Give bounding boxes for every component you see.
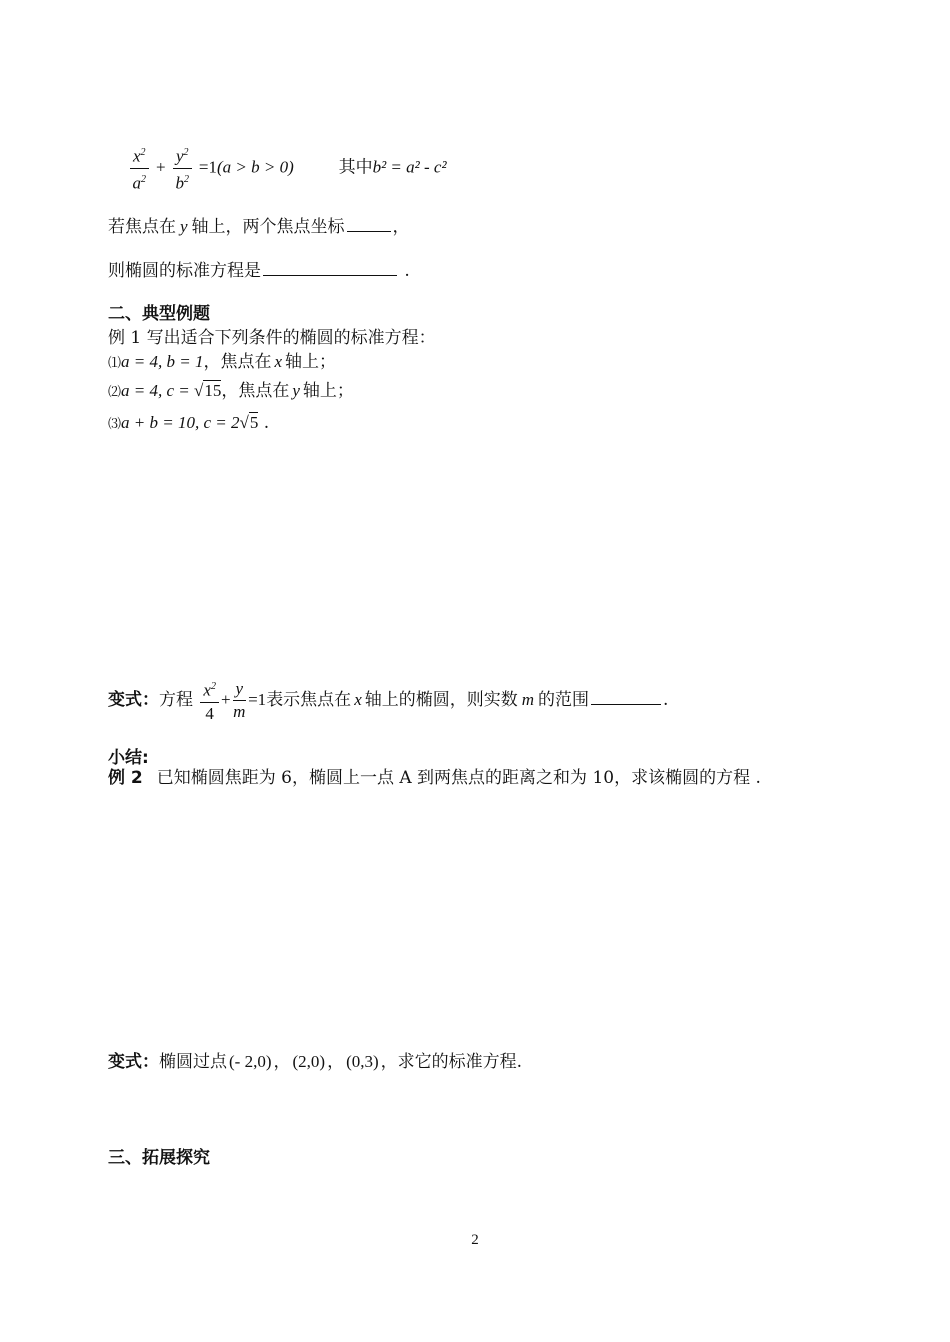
fraction-x-over-4: $\frac{x^2}{4}$ bbox=[200, 676, 219, 725]
section-3-title: 三、拓展探究 bbox=[108, 1148, 210, 1168]
ellipse-standard-equation-x: $\frac{x^2}{a^2}$ + $\frac{y^2}{b^2}$ =1(a > b > 0) 其中b² = a² - c² bbox=[128, 142, 447, 194]
standard-equation-line: 则椭圆的标准方程是 . bbox=[108, 257, 410, 283]
condition: (a > b > 0) bbox=[217, 157, 294, 177]
where-text: 其中 bbox=[338, 157, 373, 178]
example-2-line: 例 2 已知椭圆焦距为 6，椭圆上一点 A 到两焦点的距离之和为 10，求该椭圆的方程 . bbox=[108, 768, 761, 788]
standard-equation-blank bbox=[263, 257, 397, 276]
page-number: 2 bbox=[471, 1232, 479, 1248]
section-2-title: 二、典型例题 bbox=[108, 304, 210, 324]
fraction-y-over-m: $\frac{y}{m}$ bbox=[233, 678, 246, 721]
where-formula: b² = a² - c² bbox=[372, 157, 447, 177]
variant-2-line: 变式：椭圆过点 (- 2,0) ， (2,0) ， (0,3) ，求它的标准方程. bbox=[108, 1052, 523, 1072]
summary-label: 小结: bbox=[108, 748, 149, 768]
variant-1-line: 变式：方程 $\frac{x^2}{4}$ + $\frac{y}{m}$ =1表示焦点在 x 轴上的椭圆，则实数 m 的范围 . bbox=[108, 676, 668, 725]
range-blank bbox=[591, 686, 661, 705]
example-1-item-3: ⑶a + b = 10, c = 2√5 . bbox=[108, 413, 270, 433]
y-focus-line: 若焦点在 y 轴上，两个焦点坐标 ， bbox=[108, 213, 410, 239]
example-1-title: 例 1 写出适合下列条件的椭圆的标准方程： bbox=[108, 328, 436, 348]
fraction-x-over-a: $\frac{x^2}{a^2}$ bbox=[130, 142, 149, 194]
example-1-item-2: ⑵a = 4, c = √15，焦点在 y 轴上； bbox=[108, 381, 354, 401]
example-1-item-1: ⑴a = 4, b = 1，焦点在 x 轴上； bbox=[108, 352, 337, 372]
fraction-y-over-b: $\frac{y^2}{b^2}$ bbox=[173, 142, 192, 194]
focus-coordinates-blank bbox=[347, 213, 391, 232]
